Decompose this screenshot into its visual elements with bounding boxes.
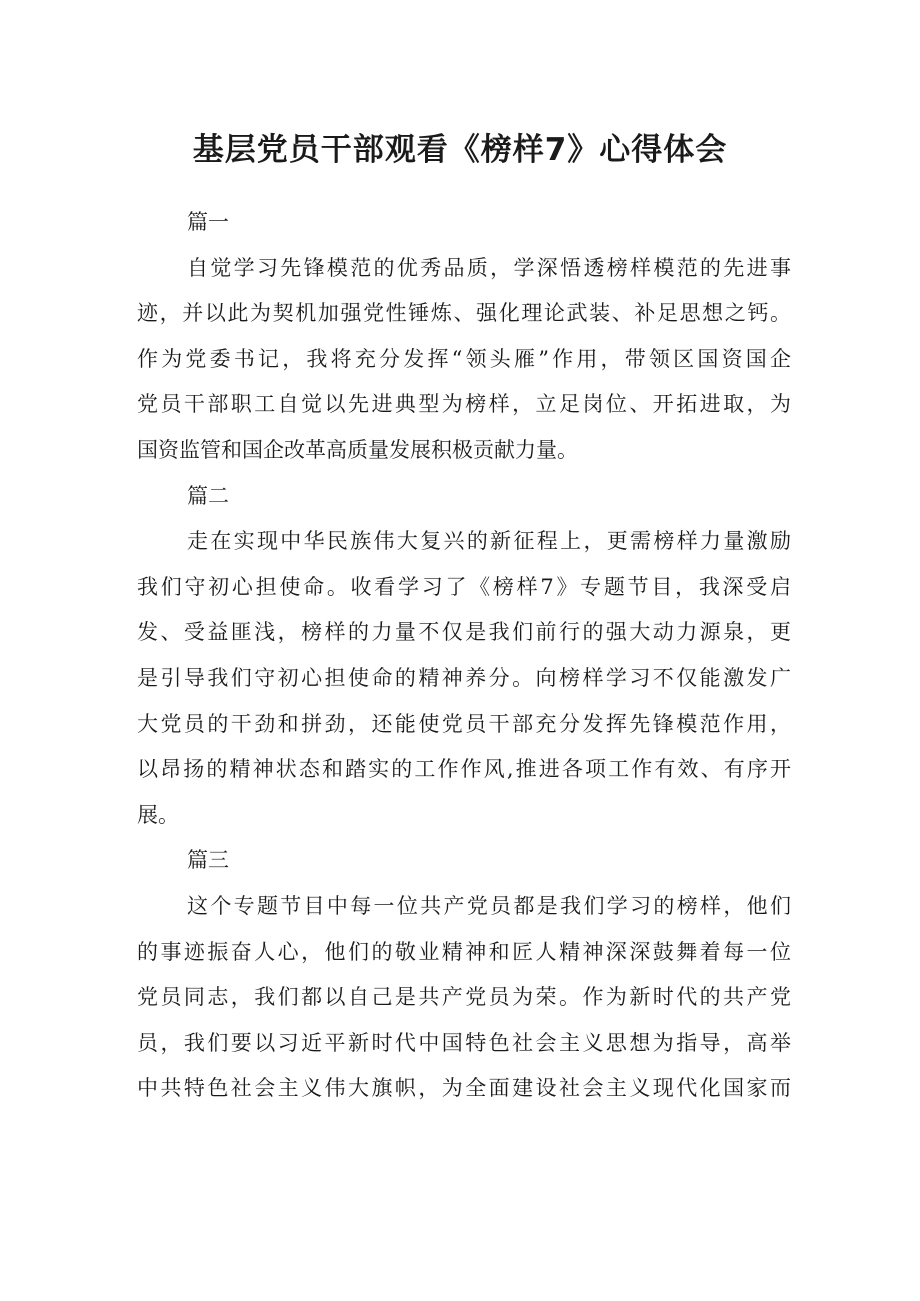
- paragraph-line: 党员干部职工自觉以先进典型为榜样，立足岗位、开拓进取，为: [137, 392, 791, 417]
- paragraph-line: 作为党委书记，我将充分发挥“领头雁”作用，带领区国资国企: [137, 346, 791, 371]
- paragraph-line: 员，我们要以习近平新时代中国特色社会主义思想为指导，高举: [137, 1030, 791, 1055]
- paragraph-line: 党员同志，我们都以自己是共产党员为荣。作为新时代的共产党: [137, 985, 791, 1010]
- paragraph-line: 走在实现中华民族伟大复兴的新征程上，更需榜样力量激励: [187, 529, 791, 554]
- paragraph-line: 中共特色社会主义伟大旗帜，为全面建设社会主义现代化国家而: [137, 1076, 791, 1101]
- paragraph-line: 以昂扬的精神状态和踏实的工作作风,推进各项工作有效、有序开: [137, 757, 791, 782]
- section-heading: 篇三: [187, 848, 229, 873]
- section-heading: 篇一: [187, 210, 229, 234]
- paragraph-line: 迹，并以此为契机加强党性锤炼、强化理论武装、补足思想之钙。: [137, 301, 791, 326]
- page-title: 基层党员干部观看《榜样7》心得体会: [192, 132, 728, 168]
- paragraph-line: 的事迹振奋人心，他们的敬业精神和匠人精神深深鼓舞着每一位: [137, 939, 791, 964]
- paragraph-line: 这个专题节目中每一位共产党员都是我们学习的榜样，他们: [187, 893, 791, 918]
- paragraph-line: 国资监管和国企改革高质量发展积极贡献力量。: [137, 437, 578, 462]
- paragraph-line: 发、受益匪浅，榜样的力量不仅是我们前行的强大动力源泉，更: [137, 620, 791, 645]
- paragraph-line: 是引导我们守初心担使命的精神养分。向榜样学习不仅能激发广: [137, 665, 791, 690]
- document-body: [137, 200, 791, 1112]
- paragraph-line: 展。: [137, 802, 179, 827]
- section-heading: 篇二: [187, 483, 229, 508]
- paragraph-line: 自觉学习先锋模范的优秀品质，学深悟透榜样模范的先进事: [187, 255, 791, 280]
- paragraph-line: 大党员的干劲和拼劲，还能使党员干部充分发挥先锋模范作用，: [137, 711, 791, 736]
- paragraph-line: 我们守初心担使命。收看学习了《榜样7》专题节目，我深受启: [137, 574, 791, 599]
